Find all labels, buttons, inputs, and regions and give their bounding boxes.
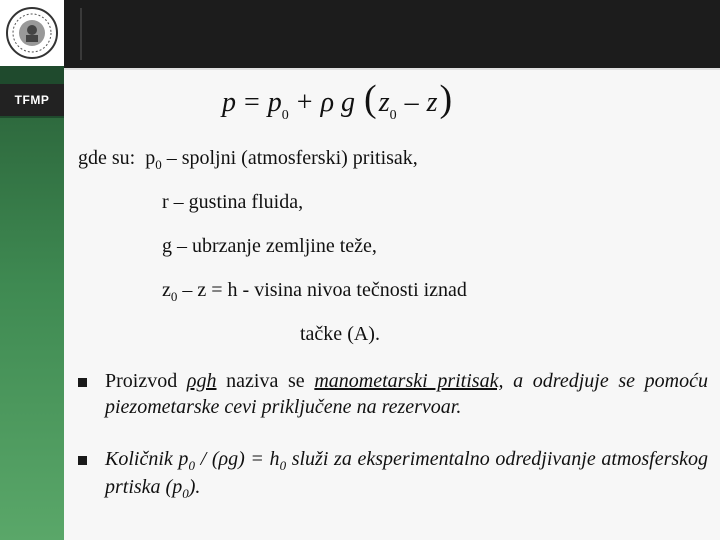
definition-p0-desc: – spoljni (atmosferski) pritisak, [161,147,418,169]
formula-plus: + [296,87,313,118]
bullet-quotient [78,446,708,502]
formula-lparen: ( [364,78,377,120]
bullet1-part3: a odredjuje se pomoću piezometarske cevi priključene na rezervoar. [105,370,709,418]
bullet2-part3: služi za eksperimentalno odredjivanje atmosferskog prtiska (p [105,448,709,498]
bullet-text [105,368,708,420]
seal-icon [5,6,59,60]
left-rail-gradient [0,118,64,540]
bullet-manometric-pressure [78,368,708,420]
bullet2-part4: ). [188,476,201,498]
definition-z-base: z [162,279,171,301]
definition-p0 [78,146,418,172]
definition-z-desc: – z = h - visina nivoa tečnosti iznad [177,279,467,301]
bullet2-sub2: 0 [279,458,287,473]
definition-p0-sub: 0 [155,157,162,172]
formula-g: g [341,87,356,118]
bullet1-part2: naziva se [216,370,315,392]
bullet1-rgh: ρgh [186,370,217,392]
formula-z0-sub: 0 [389,108,397,123]
formula-rparen: ) [439,78,453,120]
formula-z: z [426,87,438,118]
bullet1-term: manometarski pritisak, [314,370,504,392]
bullet-square-icon [78,378,87,387]
formula-p0-base: p [267,87,282,118]
bullet-square-icon [78,456,87,465]
tfmp-badge: TFMP [0,84,64,116]
formula-rho: ρ [320,87,335,118]
university-seal-logo [0,0,64,66]
formula-p0-sub: 0 [281,108,289,123]
bullet2-part2: / (ρg) = h [194,448,280,470]
definition-z [162,278,467,304]
formula-minus: – [404,87,419,118]
definition-p0-base: p [145,147,156,169]
formula-equals: = [244,87,260,118]
bullet1-part1: Proizvod [105,370,187,392]
pressure-formula [222,80,454,124]
formula-z0-base: z [378,87,390,118]
formula-p: p [222,87,236,118]
top-bar-stripe [80,8,82,60]
definition-z-continued: tačke (A). [300,323,380,345]
definition-r: r – gustina fluida, [162,191,304,213]
top-bar [64,0,720,68]
definition-z-sub: 0 [170,289,178,304]
definition-intro: gde su: [78,147,136,169]
definition-g: g – ubrzanje zemljine teže, [162,235,377,257]
bullet2-sub1: 0 [188,458,195,473]
bullet2-part1: Količnik p [105,448,189,470]
bullet-text [105,446,708,502]
bullet2-sub3: 0 [182,486,189,501]
